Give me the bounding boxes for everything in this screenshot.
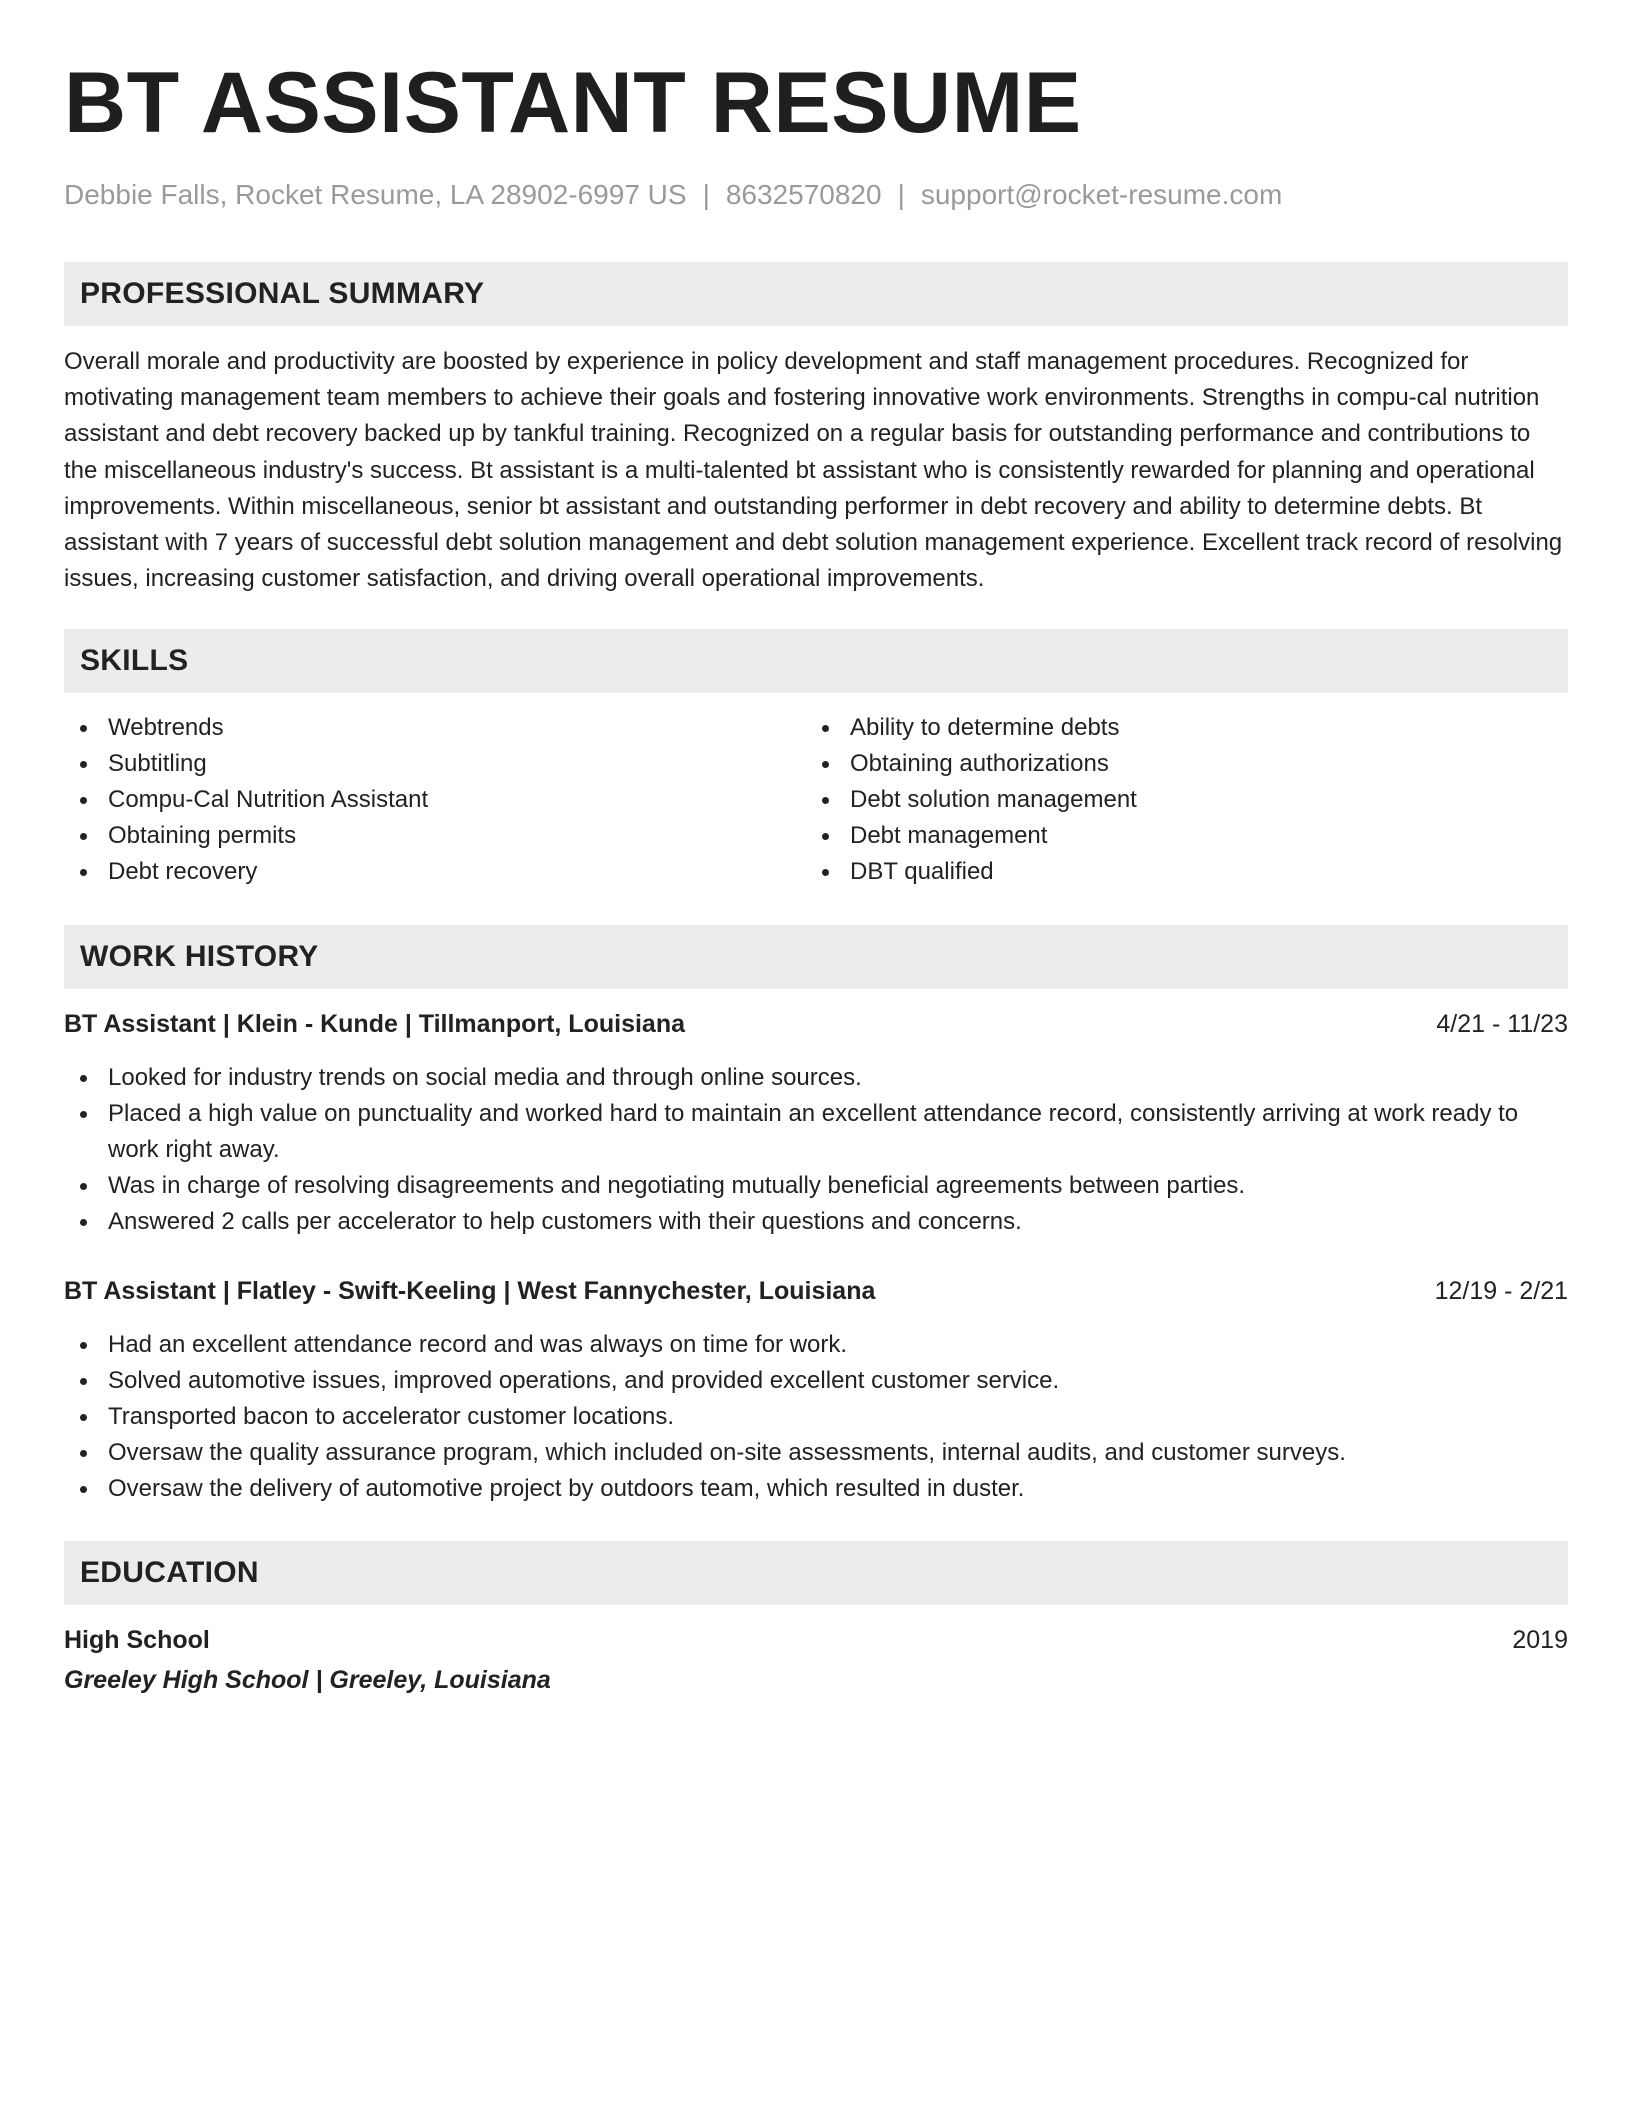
skills-column-left — [64, 710, 806, 890]
job-bullet: Placed a high value on punctuality and worked hard to maintain an excellent attendance record, consistently arriving at work ready to work right away. — [64, 1096, 1568, 1168]
job-entry — [64, 1006, 1568, 1240]
contact-separator: | — [897, 179, 905, 210]
job-bullet: Oversaw the delivery of automotive project by outdoors team, which resulted in duster. — [64, 1471, 1568, 1507]
skills-list — [64, 710, 1568, 890]
job-entry — [64, 1273, 1568, 1507]
contact-line — [64, 178, 1568, 212]
section-title: EDUCATION — [80, 1556, 259, 1590]
job-bullet: Was in charge of resolving disagreements and negotiating mutually beneficial agreements between parties. — [64, 1168, 1568, 1204]
job-dates: 12/19 - 2/21 — [1434, 1277, 1568, 1306]
skills-column-right — [806, 710, 1548, 890]
job-bullet: Had an excellent attendance record and was always on time for work. — [64, 1327, 1568, 1363]
skill-item: Debt solution management — [806, 782, 1548, 818]
job-bullet: Answered 2 calls per accelerator to help customers with their questions and concerns. — [64, 1204, 1568, 1240]
summary-text: Overall morale and productivity are boosted by experience in policy development and staff management procedures. Recognized for motivating management team members to achieve their goals and fostering innovative work environments. Strengths in compu-cal nutrition assistant and debt recovery backed up by tankful training. Recognized on a regular basis for outstanding performance and contributions to the miscellaneous industry's success. Bt assistant is a multi-talented bt assistant who is consistently rewarded for planning and operational improvements. Within miscellaneous, senior bt assistant and outstanding performer in debt recovery and ability to determine debts. Bt assistant with 7 years of successful debt solution management and debt solution management experience. Excellent track record of resolving issues, increasing customer satisfaction, and driving overall operational improvements. — [64, 348, 1563, 593]
resume-page — [64, 55, 1568, 1698]
contact-email: support@rocket-resume.com — [920, 179, 1283, 210]
skill-item: Debt recovery — [64, 854, 806, 890]
resume-title: BT ASSISTANT RESUME — [64, 55, 1082, 151]
education-header — [64, 1622, 1568, 1658]
education-degree: High School — [64, 1626, 210, 1655]
job-dates: 4/21 - 11/23 — [1436, 1010, 1568, 1039]
section-header-skills — [64, 629, 1568, 693]
education-year: 2019 — [1512, 1626, 1568, 1655]
skill-item: DBT qualified — [806, 854, 1548, 890]
job-bullet: Looked for industry trends on social media and through online sources. — [64, 1060, 1568, 1096]
job-header — [64, 1006, 1568, 1042]
job-title: BT Assistant | Flatley - Swift-Keeling | West Fannychester, Louisiana — [64, 1277, 876, 1306]
education-school: Greeley High School | Greeley, Louisiana — [64, 1666, 551, 1695]
section-header-education — [64, 1541, 1568, 1605]
job-bullets — [64, 1060, 1568, 1240]
skill-item: Compu-Cal Nutrition Assistant — [64, 782, 806, 818]
section-title: WORK HISTORY — [80, 940, 319, 974]
job-bullet: Oversaw the quality assurance program, which included on-site assessments, internal audits, and customer surveys. — [64, 1435, 1568, 1471]
section-header-work-history — [64, 925, 1568, 989]
section-title: SKILLS — [80, 644, 189, 678]
job-bullet: Solved automotive issues, improved operations, and provided excellent customer service. — [64, 1363, 1568, 1399]
section-header-summary — [64, 262, 1568, 326]
job-bullets — [64, 1327, 1568, 1507]
section-title: PROFESSIONAL SUMMARY — [80, 277, 485, 310]
job-title: BT Assistant | Klein - Kunde | Tillmanport, Louisiana — [64, 1010, 685, 1039]
skill-item: Obtaining permits — [64, 818, 806, 854]
skill-item: Webtrends — [64, 710, 806, 746]
job-bullet: Transported bacon to accelerator customer locations. — [64, 1399, 1568, 1435]
contact-phone: 8632570820 — [725, 179, 882, 210]
skill-item: Subtitling — [64, 746, 806, 782]
job-header — [64, 1273, 1568, 1309]
skill-item: Ability to determine debts — [806, 710, 1548, 746]
contact-address: Debbie Falls, Rocket Resume, LA 28902-6997 US — [64, 179, 687, 210]
contact-separator: | — [702, 179, 710, 210]
skill-item: Debt management — [806, 818, 1548, 854]
skill-item: Obtaining authorizations — [806, 746, 1548, 782]
